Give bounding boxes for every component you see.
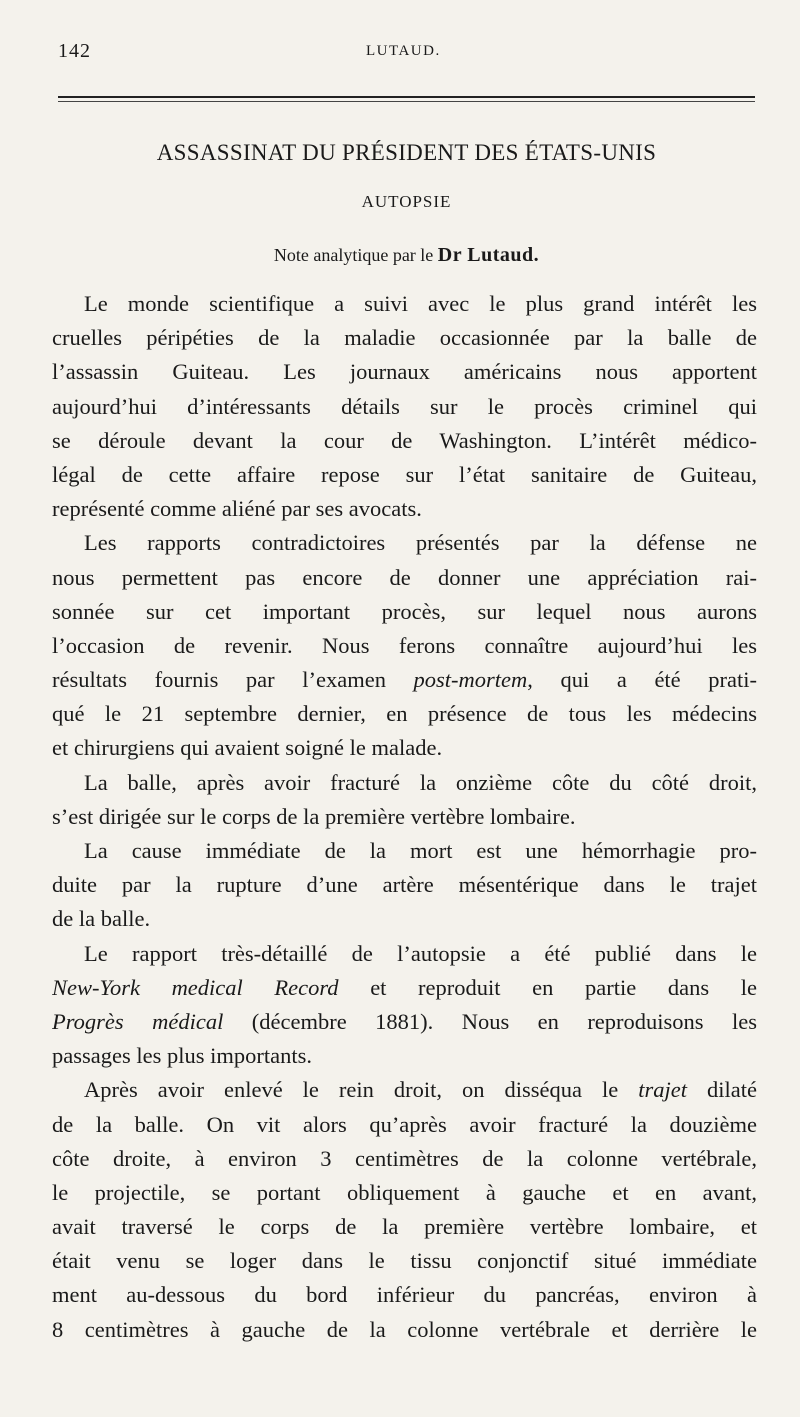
article-subtitle: AUTOPSIE bbox=[361, 192, 452, 211]
text-line: légal de cette affaire repose sur l’état sanitaire de Guiteau, bbox=[52, 461, 757, 487]
text-line: 8 centimètres à gauche de la colonne vertébrale et derrière le bbox=[52, 1316, 757, 1342]
text-line: de la balle. On vit alors qu’après avoir fracturé la douzième bbox=[52, 1111, 757, 1137]
text-line: duite par la rupture d’une artère mésentérique dans le trajet bbox=[52, 872, 757, 898]
text-line bbox=[52, 1005, 757, 1039]
text-line: se déroule devant la cour de Washington. L’intérêt médico- bbox=[52, 427, 757, 453]
text-line: s’est dirigée sur le corps de la première vertèbre lombaire. bbox=[52, 803, 576, 829]
text-line: était venu se loger dans le tissu conjonctif situé immédiate bbox=[52, 1248, 757, 1274]
text-line: Le monde scientifique a suivi avec le plus grand intérêt les bbox=[84, 291, 757, 316]
text-line: et chirurgiens qui avaient soigné le malade. bbox=[52, 735, 443, 761]
text-line: ment au-dessous du bord inférieur du pancréas, environ à bbox=[52, 1282, 757, 1308]
text-line: l’assassin Guiteau. Les journaux américains nous apportent bbox=[52, 359, 757, 385]
text-segment: dilaté bbox=[687, 1077, 757, 1103]
text-line: La cause immédiate de la mort est une hémorrhagie pro- bbox=[84, 838, 757, 863]
text-line: nous permettent pas encore de donner une appréciation rai- bbox=[52, 564, 757, 590]
byline-prefix: Note analytique par le bbox=[273, 245, 434, 265]
page-number: 142 bbox=[58, 40, 91, 62]
italic-segment: New-York medical Record bbox=[52, 974, 339, 1000]
text-segment: (décembre 1881). Nous en reproduisons les bbox=[223, 1008, 757, 1034]
text-line: passages les plus importants. bbox=[52, 1043, 312, 1069]
running-title: LUTAUD. bbox=[366, 43, 441, 59]
text-line bbox=[52, 1073, 757, 1107]
text-line: sonnée sur cet important procès, sur lequel nous aurons bbox=[52, 598, 757, 624]
article-body bbox=[52, 287, 757, 1347]
text-line: Les rapports contradictoires présentés par la défense ne bbox=[84, 530, 757, 556]
text-segment: et reproduit en partie dans le bbox=[338, 974, 757, 1000]
text-line: le projectile, se portant obliquement à gauche et en avant, bbox=[52, 1179, 757, 1205]
text-line: cruelles péripéties de la maladie occasionnée par la balle de bbox=[52, 325, 757, 351]
text-line: côte droite, à environ 3 centimètres de la colonne vertébrale, bbox=[52, 1145, 757, 1171]
article-title: ASSASSINAT DU PRÉSIDENT DES ÉTATS-UNIS bbox=[156, 140, 657, 165]
text-line: avait traversé le corps de la première vertèbre lombaire, et bbox=[52, 1214, 757, 1240]
italic-segment: post-mortem bbox=[413, 667, 528, 693]
running-head bbox=[58, 40, 760, 70]
byline-author: Dr Lutaud. bbox=[437, 244, 540, 266]
text-line: de la balle. bbox=[52, 906, 151, 932]
text-line: l’occasion de revenir. Nous ferons connaître aujourd’hui les bbox=[52, 632, 757, 658]
text-line: représenté comme aliéné par ses avocats. bbox=[52, 496, 422, 522]
text-line: qué le 21 septembre dernier, en présence de tous les médecins bbox=[52, 701, 757, 727]
byline bbox=[58, 244, 755, 267]
text-line: La balle, après avoir fracturé la onzième côte du côté droit, bbox=[84, 769, 757, 795]
text-segment: Après avoir enlevé le rein droit, on disséqua le bbox=[84, 1077, 639, 1103]
text-line bbox=[52, 663, 757, 697]
text-line: aujourd’hui d’intéressants détails sur le procès criminel qui bbox=[52, 393, 757, 419]
text-line: Le rapport très-détaillé de l’autopsie a été publié dans le bbox=[84, 940, 757, 966]
italic-segment: Progrès médical bbox=[52, 1008, 224, 1034]
text-line bbox=[52, 971, 757, 1005]
header-rule bbox=[58, 96, 755, 102]
italic-segment: trajet bbox=[638, 1077, 688, 1103]
text-segment: résultats fournis par l’examen bbox=[52, 667, 414, 693]
text-segment: , qui a été prati- bbox=[527, 667, 757, 693]
